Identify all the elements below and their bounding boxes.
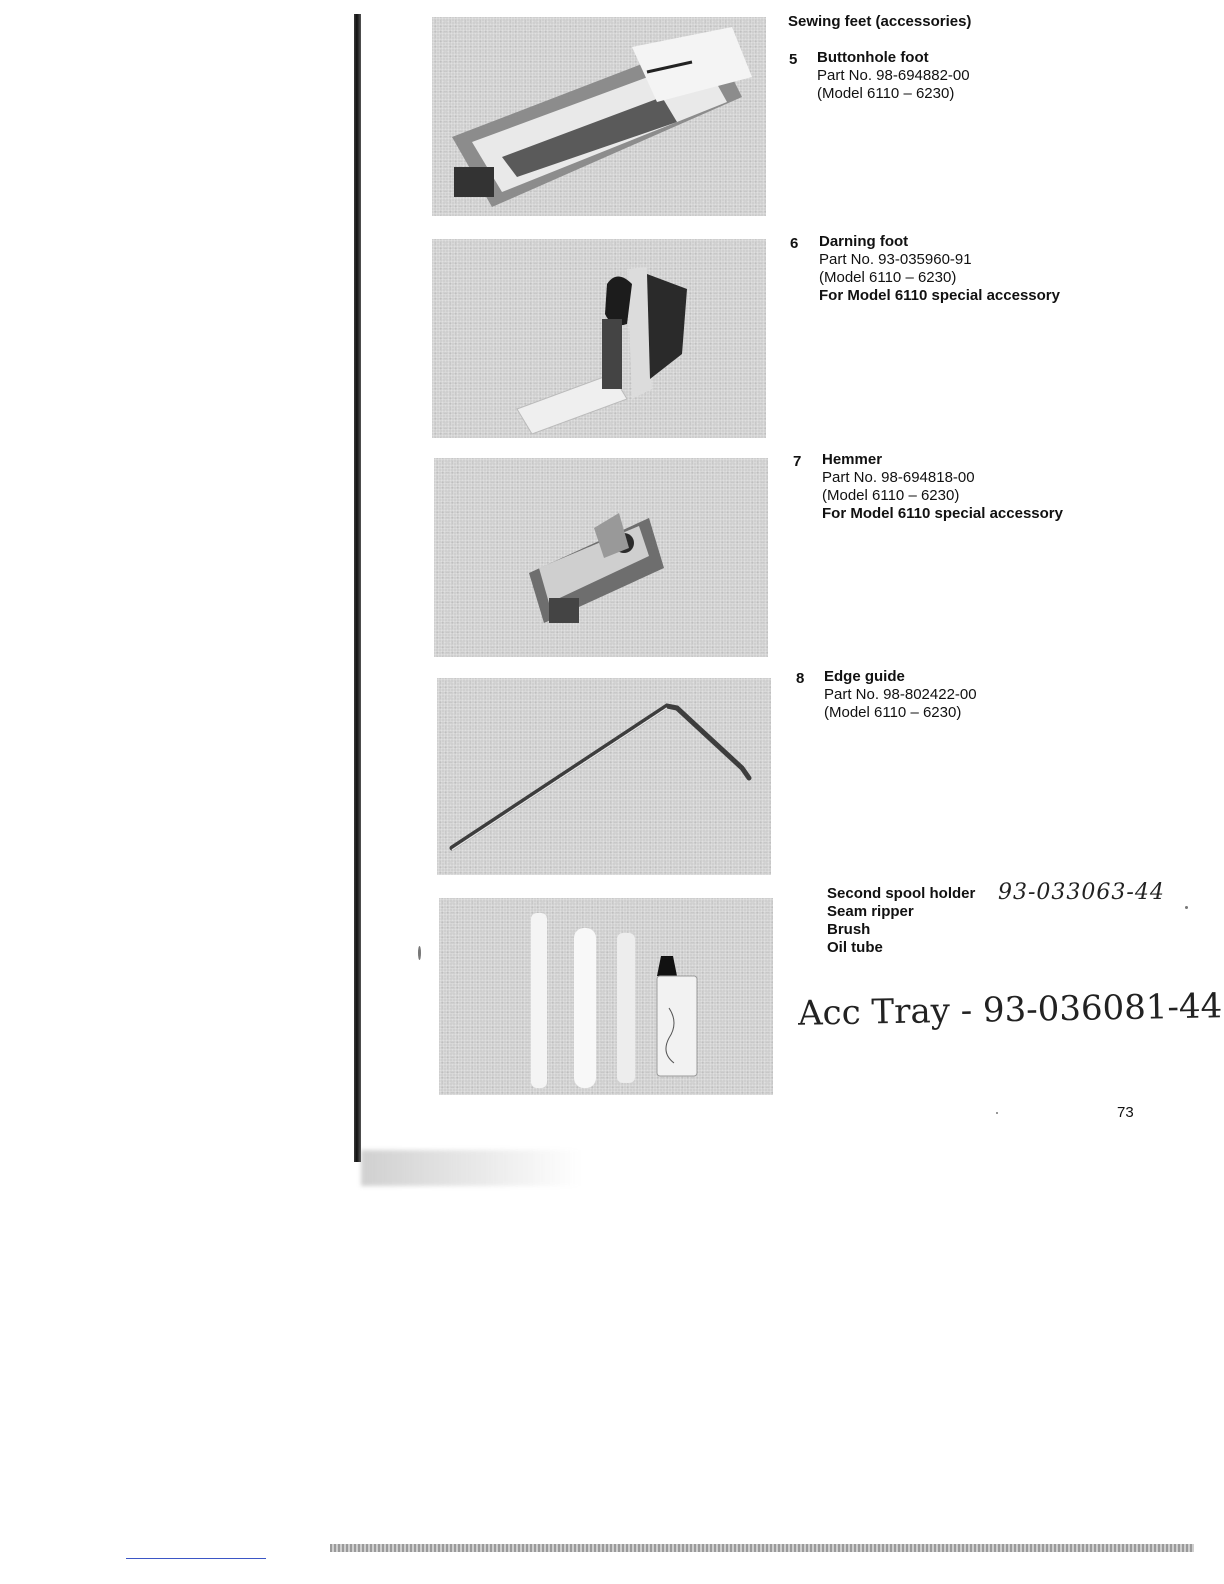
item-model: (Model 6110 – 6230)	[817, 85, 955, 102]
item-edge-guide	[824, 668, 977, 722]
hemmer-photo	[434, 458, 768, 657]
hemmer-illustration	[434, 458, 768, 657]
handwritten-acc-tray-note: Acc Tray - 93-036081-44	[797, 986, 1223, 1034]
item-part-no: Part No. 93-035960-91	[819, 251, 972, 268]
item-note: For Model 6110 special accessory	[819, 287, 1060, 304]
item-darning-foot	[819, 233, 1060, 305]
page-number: 73	[1117, 1104, 1134, 1121]
item-number: 5	[789, 51, 798, 68]
extras-list	[827, 885, 975, 957]
extras-item: Oil tube	[827, 939, 883, 956]
darning-foot-illustration	[432, 239, 766, 438]
buttonhole-foot-photo	[432, 17, 766, 216]
scan-speck	[418, 946, 421, 960]
handwritten-spool-part-no: 93-033063-44	[998, 880, 1165, 905]
item-number: 6	[790, 235, 799, 252]
accessories-photo	[439, 898, 773, 1095]
scan-speck	[996, 1112, 998, 1114]
item-part-no: Part No. 98-694818-00	[822, 469, 975, 486]
scan-speck	[1185, 906, 1188, 909]
item-name: Darning foot	[819, 233, 909, 250]
footer-scan-edge	[330, 1544, 1194, 1552]
item-model: (Model 6110 – 6230)	[822, 487, 960, 504]
item-name: Hemmer	[822, 451, 883, 468]
item-number: 7	[793, 453, 802, 470]
item-part-no: Part No. 98-802422-00	[824, 686, 977, 703]
item-buttonhole-foot	[817, 49, 970, 103]
item-model: (Model 6110 – 6230)	[819, 269, 957, 286]
footer-link-line	[126, 1558, 266, 1559]
item-name: Buttonhole foot	[817, 49, 929, 66]
edge-guide-photo	[437, 678, 771, 875]
item-hemmer	[822, 451, 1063, 523]
edge-guide-illustration	[437, 678, 771, 875]
page-binding-edge	[354, 14, 361, 1162]
buttonhole-foot-illustration	[432, 17, 766, 216]
extras-item: Seam ripper	[827, 903, 914, 920]
accessories-illustration	[439, 898, 773, 1095]
item-name: Edge guide	[824, 668, 905, 685]
item-number: 8	[796, 670, 805, 687]
extras-item: Brush	[827, 921, 871, 938]
section-title: Sewing feet (accessories)	[788, 13, 972, 30]
item-note: For Model 6110 special accessory	[822, 505, 1063, 522]
extras-item: Second spool holder	[827, 885, 976, 902]
darning-foot-photo	[432, 239, 766, 438]
item-model: (Model 6110 – 6230)	[824, 704, 962, 721]
item-part-no: Part No. 98-694882-00	[817, 67, 970, 84]
page-shadow	[361, 1150, 581, 1186]
